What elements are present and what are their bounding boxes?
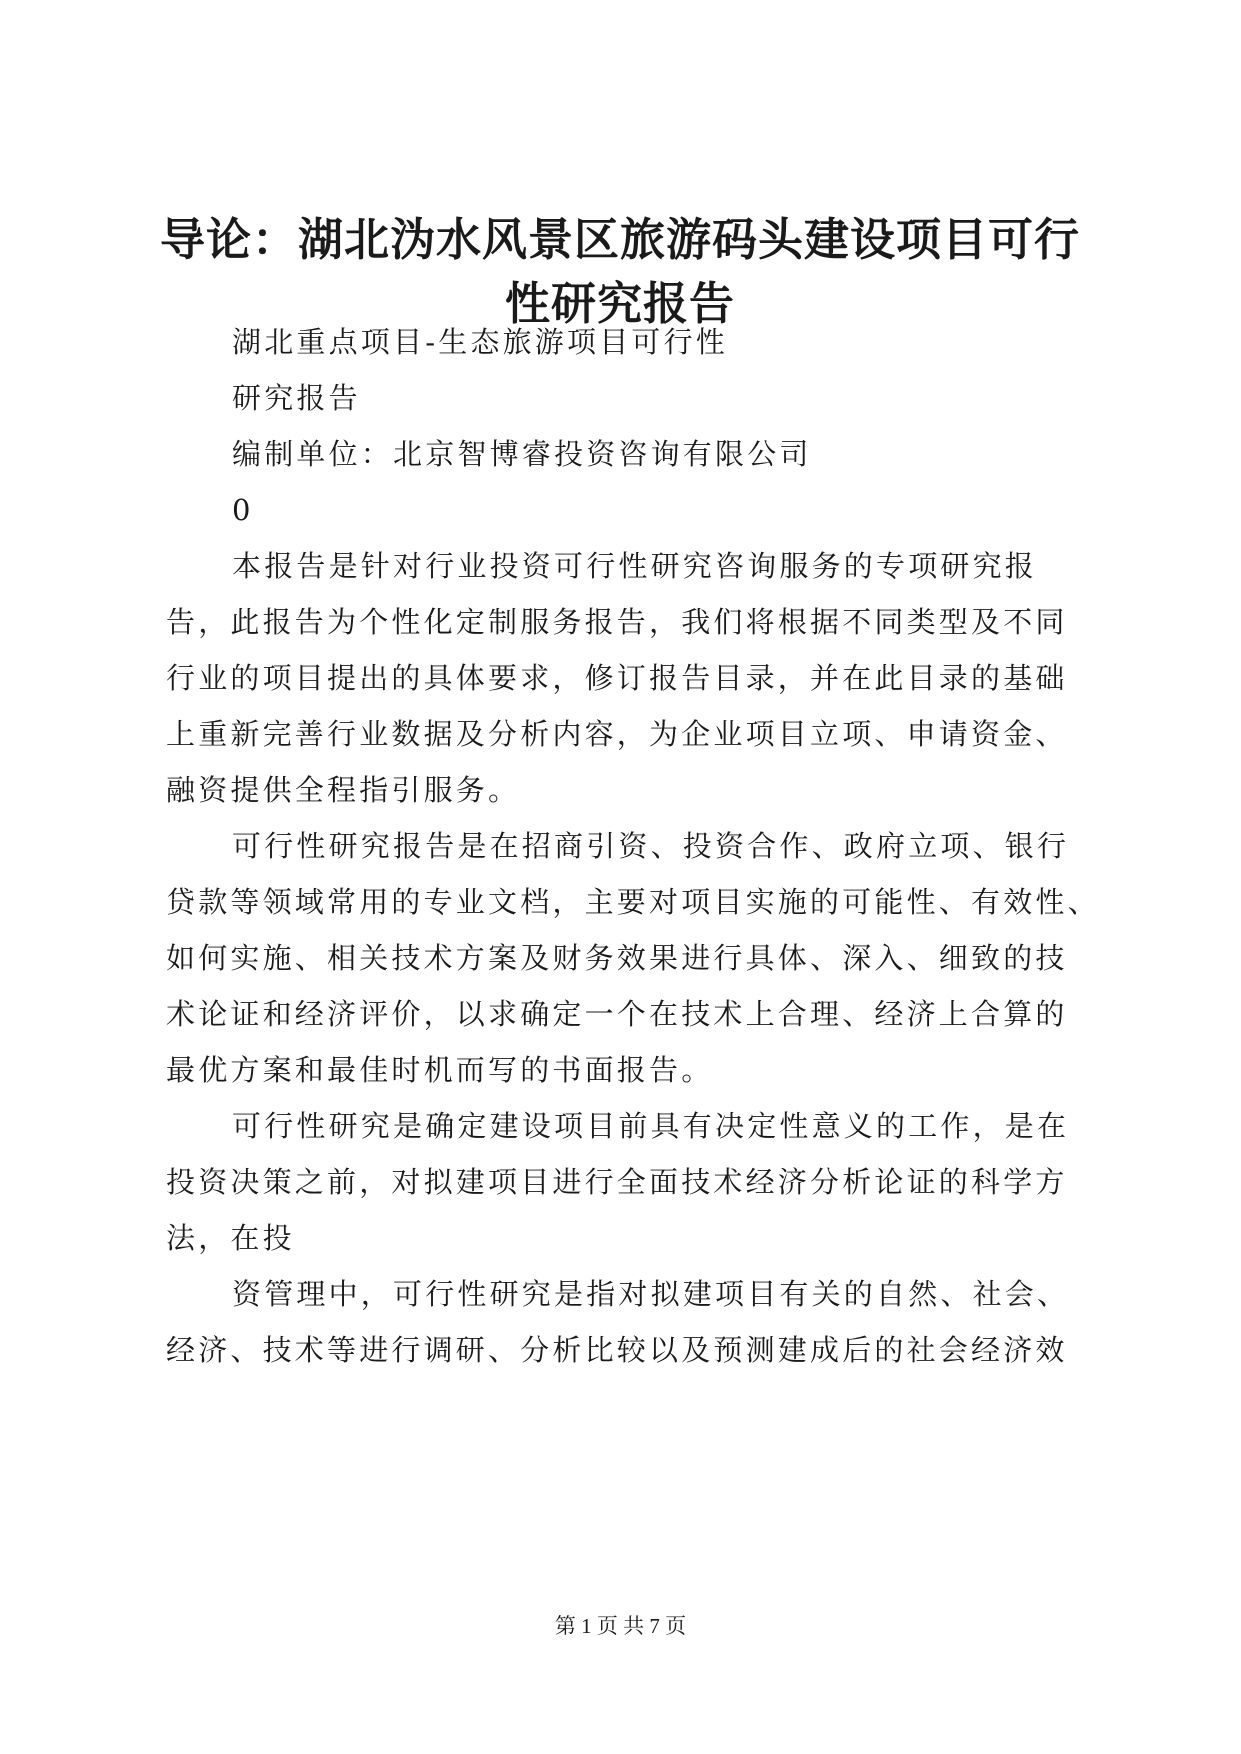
body-line: 上重新完善行业数据及分析内容，为企业项目立项、申请资金、 <box>166 717 1068 751</box>
compiler-line: 编制单位：北京智博睿投资咨询有限公司 <box>232 437 812 471</box>
body-line: 投资决策之前，对拟建项目进行全面技术经济分析论证的科学方 <box>166 1165 1068 1199</box>
body-line: 经济、技术等进行调研、分析比较以及预测建成后的社会经济效 <box>166 1333 1068 1367</box>
body-line: 本报告是针对行业投资可行性研究咨询服务的专项研究报 <box>232 549 1038 583</box>
page-number: 第 1 页 共 7 页 <box>554 1614 687 1638</box>
body-line: 告，此报告为个性化定制服务报告，我们将根据不同类型及不同 <box>166 605 1068 639</box>
body-line: 行业的项目提出的具体要求，修订报告目录，并在此目录的基础 <box>166 661 1068 695</box>
title-line-1: 导论：湖北沩水风景区旅游码头建设项目可行 <box>159 213 1080 266</box>
body-line: 资管理中，可行性研究是指对拟建项目有关的自然、社会、 <box>232 1277 1070 1311</box>
subtitle-line: 湖北重点项目-生态旅游项目可行性 <box>232 325 728 359</box>
body-line: 贷款等领域常用的专业文档，主要对项目实施的可能性、有效性、 <box>166 885 1100 919</box>
document-title <box>150 208 1090 336</box>
body-line: 最优方案和最佳时机而写的书面报告。 <box>166 1053 714 1087</box>
body-line: 融资提供全程指引服务。 <box>166 773 521 807</box>
body-line: 可行性研究是确定建设项目前具有决定性意义的工作，是在 <box>232 1109 1070 1143</box>
body-line: 术论证和经济评价，以求确定一个在技术上合理、经济上合算的 <box>166 997 1068 1031</box>
body-line: 如何实施、相关技术方案及财务效果进行具体、深入、细致的技 <box>166 941 1068 975</box>
body-line: 法，在投 <box>166 1221 295 1255</box>
body-line: 0 <box>232 493 254 527</box>
title-line-2: 性研究报告 <box>504 277 735 330</box>
body-line: 可行性研究报告是在招商引资、投资合作、政府立项、银行 <box>232 829 1070 863</box>
subtitle-line: 研究报告 <box>232 381 361 415</box>
